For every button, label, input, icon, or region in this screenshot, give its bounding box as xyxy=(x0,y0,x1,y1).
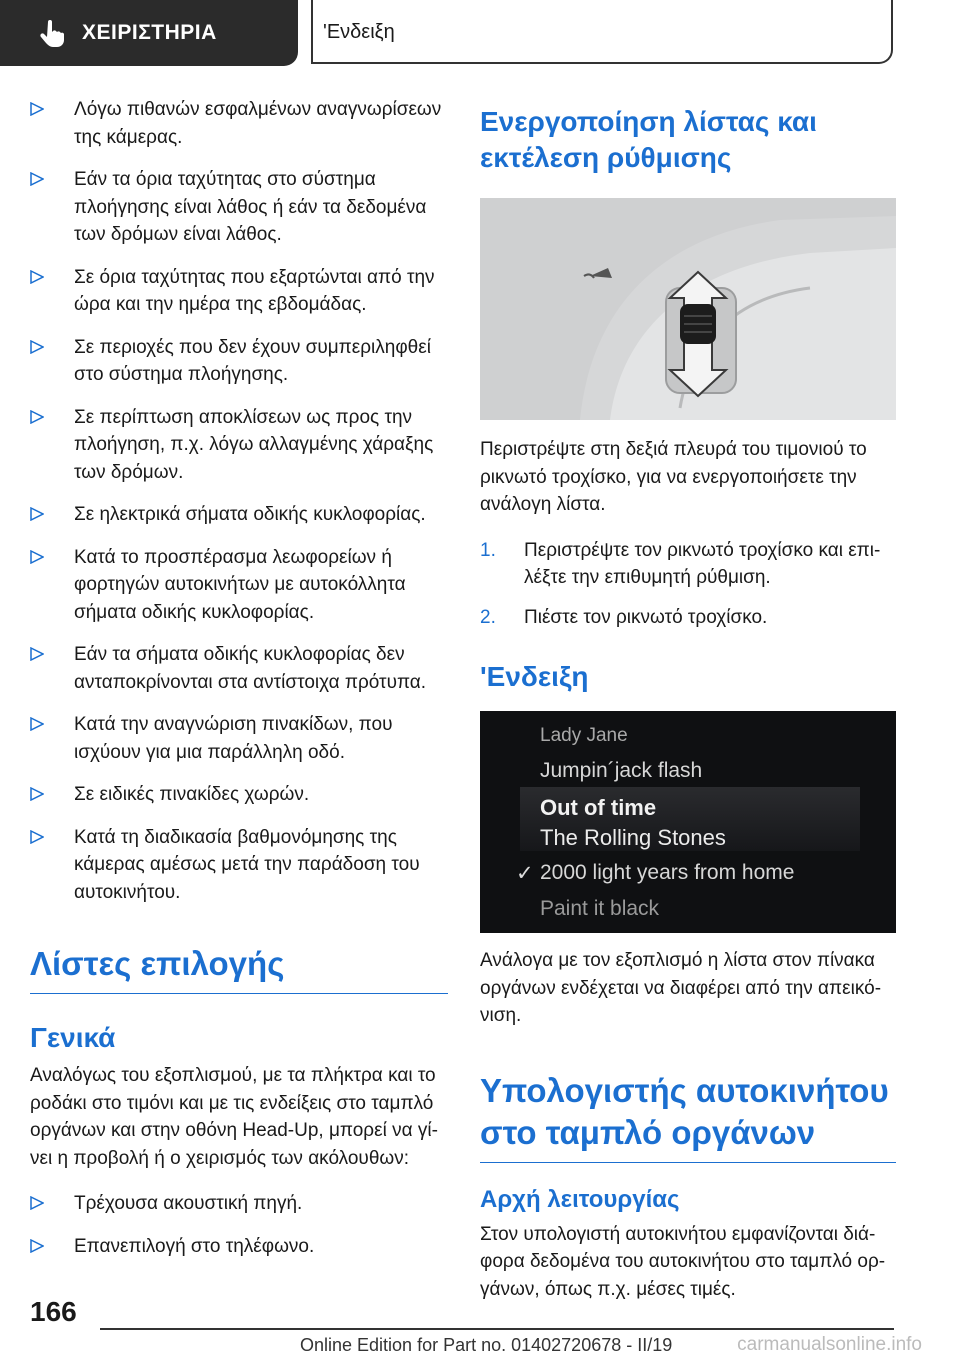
footer-rule xyxy=(100,1328,894,1330)
triangle-bullet-icon xyxy=(30,717,44,731)
hand-pointer-icon xyxy=(38,20,66,48)
list-item xyxy=(30,404,448,487)
triangle-bullet-icon xyxy=(30,830,44,844)
step-text: Περιστρέψτε τον ρικνωτό τροχίσκο και επιλέξτε την επιθυμητή ρύθμιση. xyxy=(524,539,881,588)
triangle-bullet-icon xyxy=(30,550,44,564)
triangle-bullet-icon xyxy=(30,270,44,284)
triangle-bullet-icon xyxy=(30,410,44,424)
edition-text: Online Edition for Part no. 01402720678 - II/19 xyxy=(300,1335,673,1355)
list-item-text: Σε ηλεκτρικά σήματα οδικής κυκλοφορίας. xyxy=(74,504,426,525)
checkmark-icon: ✓ xyxy=(516,862,534,885)
section-heading-rule xyxy=(30,943,448,994)
subsection-title: 'Ενδειξη xyxy=(323,21,395,43)
right-column xyxy=(480,96,896,1303)
subsection-box xyxy=(311,0,893,64)
list-item xyxy=(30,544,448,627)
steps-list xyxy=(480,537,896,632)
screen-item: 2000 light years from home xyxy=(540,861,795,884)
activate-paragraph: Περιστρέψτε στη δεξιά πλευρά του τιμονιού το ρικνωτό τροχίσκο, για να ενεργοποιήσετε την ανάλογη λίστα. xyxy=(480,439,867,515)
triangle-bullet-icon xyxy=(30,172,44,186)
triangle-bullet-icon xyxy=(30,647,44,661)
steering-wheel-image xyxy=(480,198,896,420)
section-tab xyxy=(0,0,298,66)
triangle-bullet-icon xyxy=(30,787,44,801)
screen-item: Jumpin´jack flash xyxy=(540,759,703,782)
list-item-text: Σε περίπτωση αποκλίσεων ως προς την πλοήγηση, π.χ. λόγω αλλαγμένης χάραξης των δρόμων. xyxy=(74,406,434,483)
display-heading: 'Ενδειξη xyxy=(480,661,589,692)
list-item-text: Σε περιοχές που δεν έχουν συμπεριληφθεί στο σύστημα πλοήγησης. xyxy=(74,336,431,385)
list-item xyxy=(30,166,448,249)
list-item xyxy=(30,1190,448,1218)
principle-paragraph: Στον υπολογιστή αυτοκινήτου εμφανίζονται διάφορα δεδομένα του αυτοκινήτου στο ταμπλό οργάνων, όπως π.χ. μέσες τιμές. xyxy=(480,1223,886,1300)
page-header xyxy=(0,0,960,66)
thumbwheel-illustration xyxy=(480,198,896,420)
list-item-text: Τρέχουσα ακουστική πηγή. xyxy=(74,1193,303,1214)
page-footer xyxy=(0,1290,960,1362)
list-item-text: Λόγω πιθανών εσφαλμένων αναγνωρίσεων της κάμερας. xyxy=(74,99,442,148)
list-item-text: Εάν τα όρια ταχύτητας στο σύστημα πλοήγησης είναι λάθος ή εάν τα δεδομένα των δρόμων είναι λάθος. xyxy=(74,169,427,245)
display-items-list xyxy=(30,1190,448,1260)
list-item xyxy=(30,96,448,151)
list-item xyxy=(30,641,448,696)
display-paragraph: Ανάλογα με τον εξοπλισμό η λίστα στον πίνακα οργάνων ενδέχεται να διαφέρει από την απεικόνιση. xyxy=(480,950,882,1026)
list-item-text: Κατά τη διαδικασία βαθμονόμησης της κάμερας αμέσως μετά την παράδοση του αυτοκινήτου. xyxy=(74,826,420,903)
list-item-text: Εάν τα σήματα οδικής κυκλοφορίας δεν ανταποκρίνονται στα αντίστοιχα πρότυπα. xyxy=(74,644,427,693)
screen-item: Paint it black xyxy=(540,897,660,920)
triangle-bullet-icon xyxy=(30,1239,44,1253)
page-number: 166 xyxy=(30,1296,77,1327)
step-text: Πιέστε τον ρικνωτό τροχίσκο. xyxy=(524,606,768,628)
step-number: 1. xyxy=(480,539,496,561)
triangle-bullet-icon xyxy=(30,102,44,116)
screen-item: Out of time xyxy=(540,795,657,820)
screen-item: Lady Jane xyxy=(540,725,628,746)
list-item xyxy=(30,501,448,529)
subheading-general: Γενικά xyxy=(30,1022,116,1053)
list-item xyxy=(30,264,448,319)
list-item-text: Κατά την αναγνώριση πινακίδων, που ισχύουν για μια παράλληλη οδό. xyxy=(74,714,393,763)
list-item xyxy=(30,1233,448,1261)
general-paragraph: Αναλόγως του εξοπλισμού, με τα πλήκτρα και το ροδάκι στο τιμόνι και με τις ενδείξεις στο ταμπλό οργάνων και στην οθόνη Head-Up, μπορεί να γίνει η προβολή ή ο χειρισμός των ακόλουθων: xyxy=(30,1065,438,1169)
step-item xyxy=(480,537,896,592)
list-item-text: Σε ειδικές πινακίδες χωρών. xyxy=(74,784,310,805)
list-item xyxy=(30,334,448,389)
list-item-text: Επανεπιλογή στο τηλέφωνο. xyxy=(74,1235,315,1257)
list-item xyxy=(30,711,448,766)
limitations-list xyxy=(30,96,448,906)
screen-item: The Rolling Stones xyxy=(540,825,726,850)
list-item xyxy=(30,781,448,809)
section-title: ΧΕΙΡΙΣΤΗΡΙΑ xyxy=(82,21,217,44)
list-item xyxy=(30,824,448,907)
step-number: 2. xyxy=(480,606,496,628)
step-item xyxy=(480,604,896,632)
triangle-bullet-icon xyxy=(30,507,44,521)
principle-heading: Αρχή λειτουργίας xyxy=(480,1185,680,1213)
list-item-text: Κατά το προσπέρασμα λεωφορείων ή φορτηγών αυτοκινήτων με αυτοκόλλητα σήματα οδικής κυκλοφορίας. xyxy=(74,546,406,623)
watermark: carmanualsonline.info xyxy=(737,1334,922,1355)
left-column xyxy=(30,96,448,1275)
triangle-bullet-icon xyxy=(30,1196,44,1210)
instrument-list-image xyxy=(480,711,896,933)
activate-list-heading: Ενεργοποίηση λίστας και εκτέλεση ρύθμισης xyxy=(480,106,817,173)
list-item-text: Σε όρια ταχύτητας που εξαρτώνται από την ώρα και την ημέρα της εβδομάδας. xyxy=(74,266,435,315)
triangle-bullet-icon xyxy=(30,340,44,354)
section-heading: Λίστες επιλογής xyxy=(30,945,285,982)
onboard-computer-heading: Υπολογιστής αυτοκινήτου στο ταμπλό οργάνων xyxy=(480,1071,889,1151)
onboard-computer-heading-rule xyxy=(480,1070,896,1163)
